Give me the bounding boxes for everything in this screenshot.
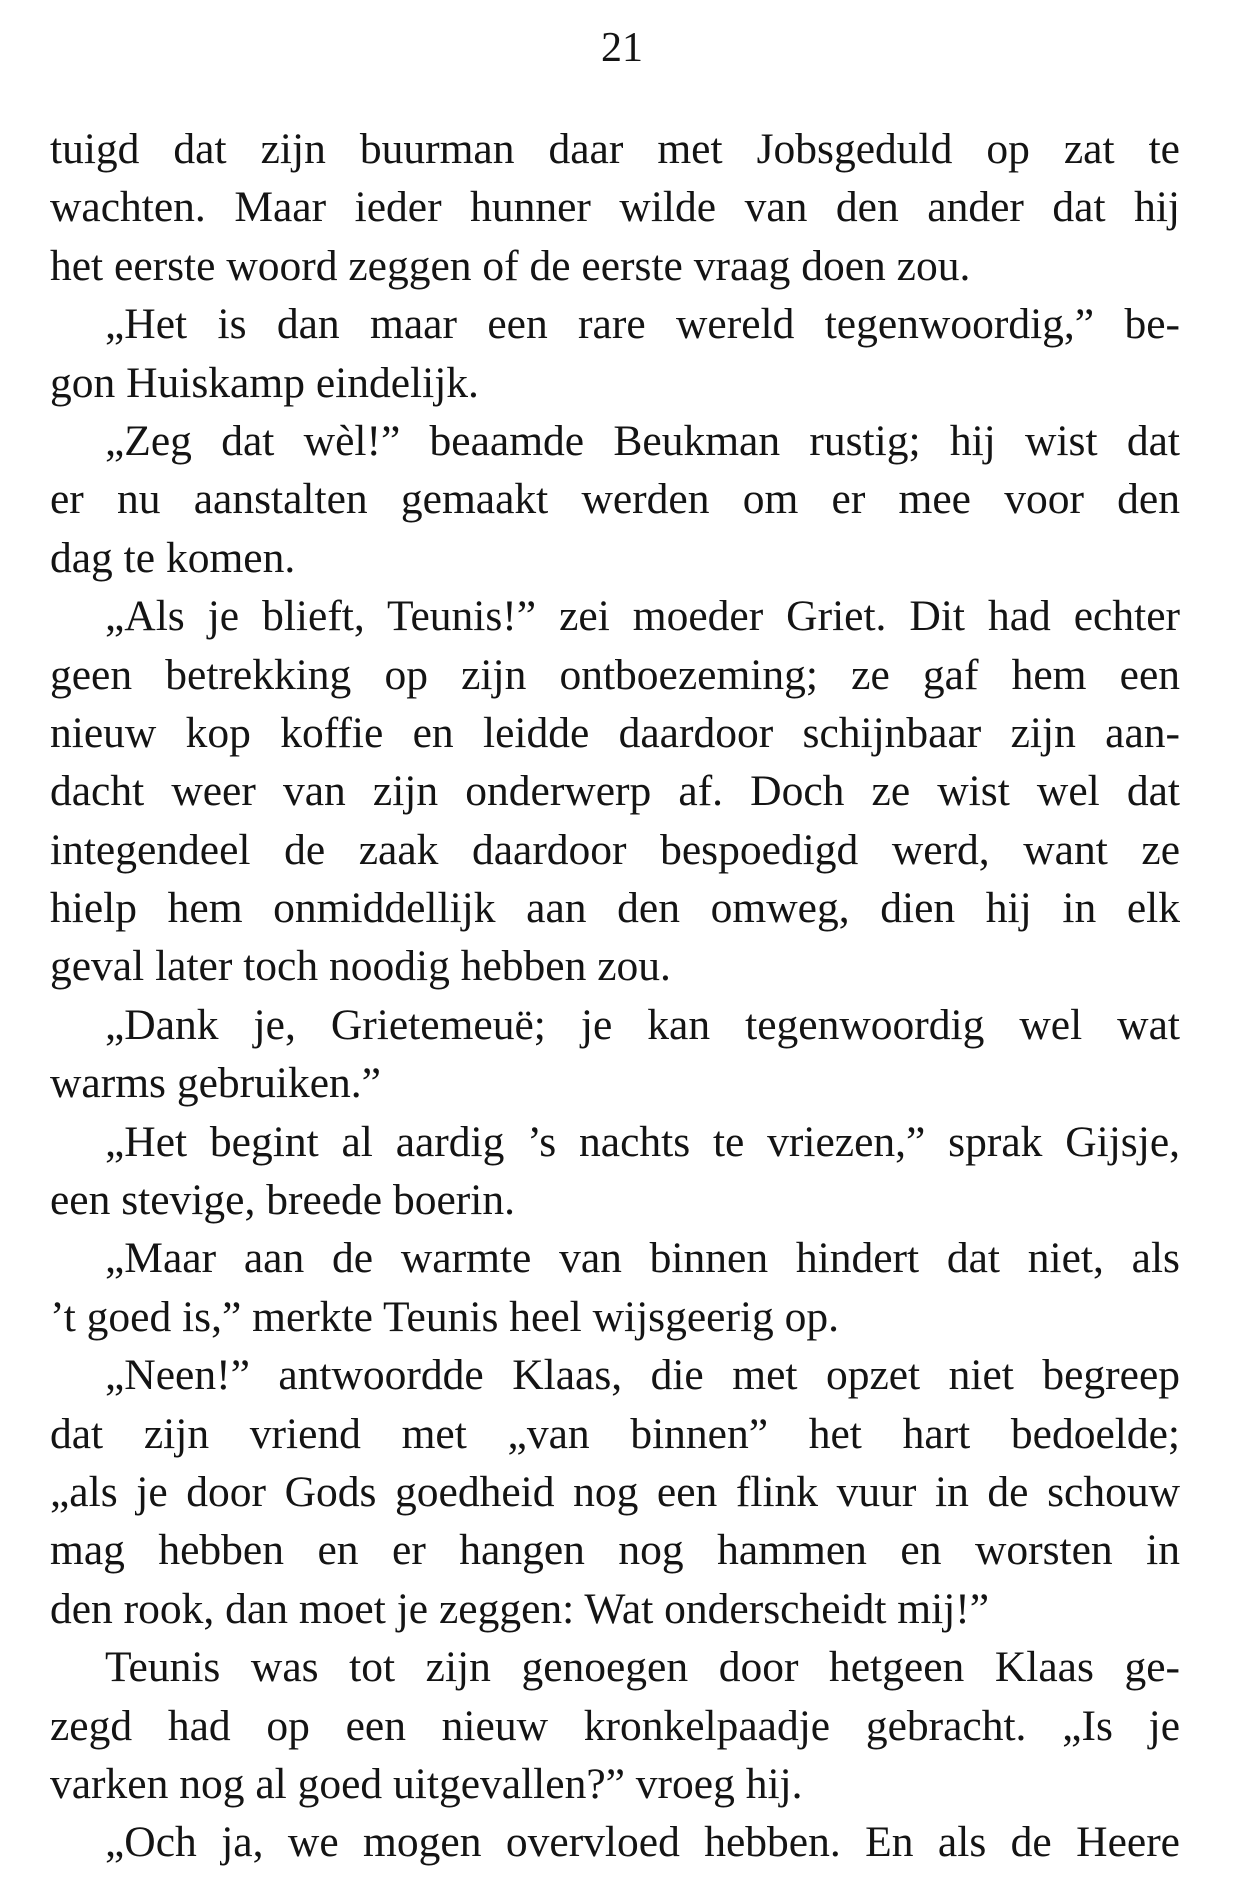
text-line: het eerste woord zeggen of de eerste vraag doen zou. bbox=[50, 241, 971, 290]
text-line: mag hebben en er hangen nog hammen en worsten in bbox=[50, 1526, 1180, 1575]
text-line: ’t goed is,” merkte Teunis heel wijsgeerig op. bbox=[50, 1292, 840, 1341]
text-line: wachten. Maar ieder hunner wilde van den ander dat hij bbox=[50, 183, 1180, 232]
text-line: geval later toch noodig hebben zou. bbox=[50, 942, 671, 991]
text-line: hielp hem onmiddellijk aan den omweg, dien hij in elk bbox=[50, 884, 1180, 933]
text-line: den rook, dan moet je zeggen: Wat onderscheidt mij!” bbox=[50, 1584, 990, 1633]
text-line: „Het is dan maar een rare wereld tegenwoordig,” be- bbox=[105, 300, 1180, 349]
text-line: geen betrekking op zijn ontboezeming; ze gaf hem een bbox=[50, 650, 1180, 699]
text-line: dat zijn vriend met „van binnen” het hart bedoelde; bbox=[50, 1409, 1180, 1458]
text-line: nieuw kop koffie en leidde daardoor schijnbaar zijn aan- bbox=[50, 708, 1180, 757]
text-line: tuigd dat zijn buurman daar met Jobsgeduld op zat te bbox=[50, 125, 1180, 173]
text-line: „Maar aan de warmte van binnen hindert dat niet, als bbox=[105, 1234, 1180, 1283]
text-line: „als je door Gods goedheid nog een flink vuur in de schouw bbox=[50, 1467, 1180, 1516]
text-line: warms gebruiken.” bbox=[50, 1059, 381, 1108]
text-line: integendeel de zaak daardoor bespoedigd werd, want ze bbox=[50, 825, 1180, 874]
text-line: „Het begint al aardig ’s nachts te vriezen,” sprak Gijsje, bbox=[105, 1117, 1180, 1166]
text-line: zegd had op een nieuw kronkelpaadje gebracht. „Is je bbox=[50, 1701, 1180, 1750]
text-line: „Als je blieft, Teunis!” zei moeder Griet. Dit had echter bbox=[105, 592, 1180, 641]
text-line: dag te komen. bbox=[50, 533, 296, 582]
text-line: Teunis was tot zijn genoegen door hetgeen Klaas ge- bbox=[105, 1643, 1180, 1692]
page-number: 21 bbox=[601, 25, 643, 71]
text-line: een stevige, breede boerin. bbox=[50, 1176, 515, 1225]
text-line: „Dank je, Grietemeuë; je kan tegenwoordig wel wat bbox=[105, 1000, 1180, 1049]
text-line: „Neen!” antwoordde Klaas, die met opzet niet begreep bbox=[105, 1351, 1180, 1400]
text-line: er nu aanstalten gemaakt werden om er mee voor den bbox=[50, 475, 1180, 524]
body-text bbox=[50, 120, 1180, 1872]
text-line: dacht weer van zijn onderwerp af. Doch ze wist wel dat bbox=[50, 767, 1180, 816]
text-line: „Zeg dat wèl!” beaamde Beukman rustig; hij wist dat bbox=[105, 416, 1180, 465]
text-line: gon Huiskamp eindelijk. bbox=[50, 358, 479, 407]
text-line: varken nog al goed uitgevallen?” vroeg hij. bbox=[50, 1759, 803, 1808]
text-line: „Och ja, we mogen overvloed hebben. En als de Heere bbox=[105, 1818, 1180, 1867]
